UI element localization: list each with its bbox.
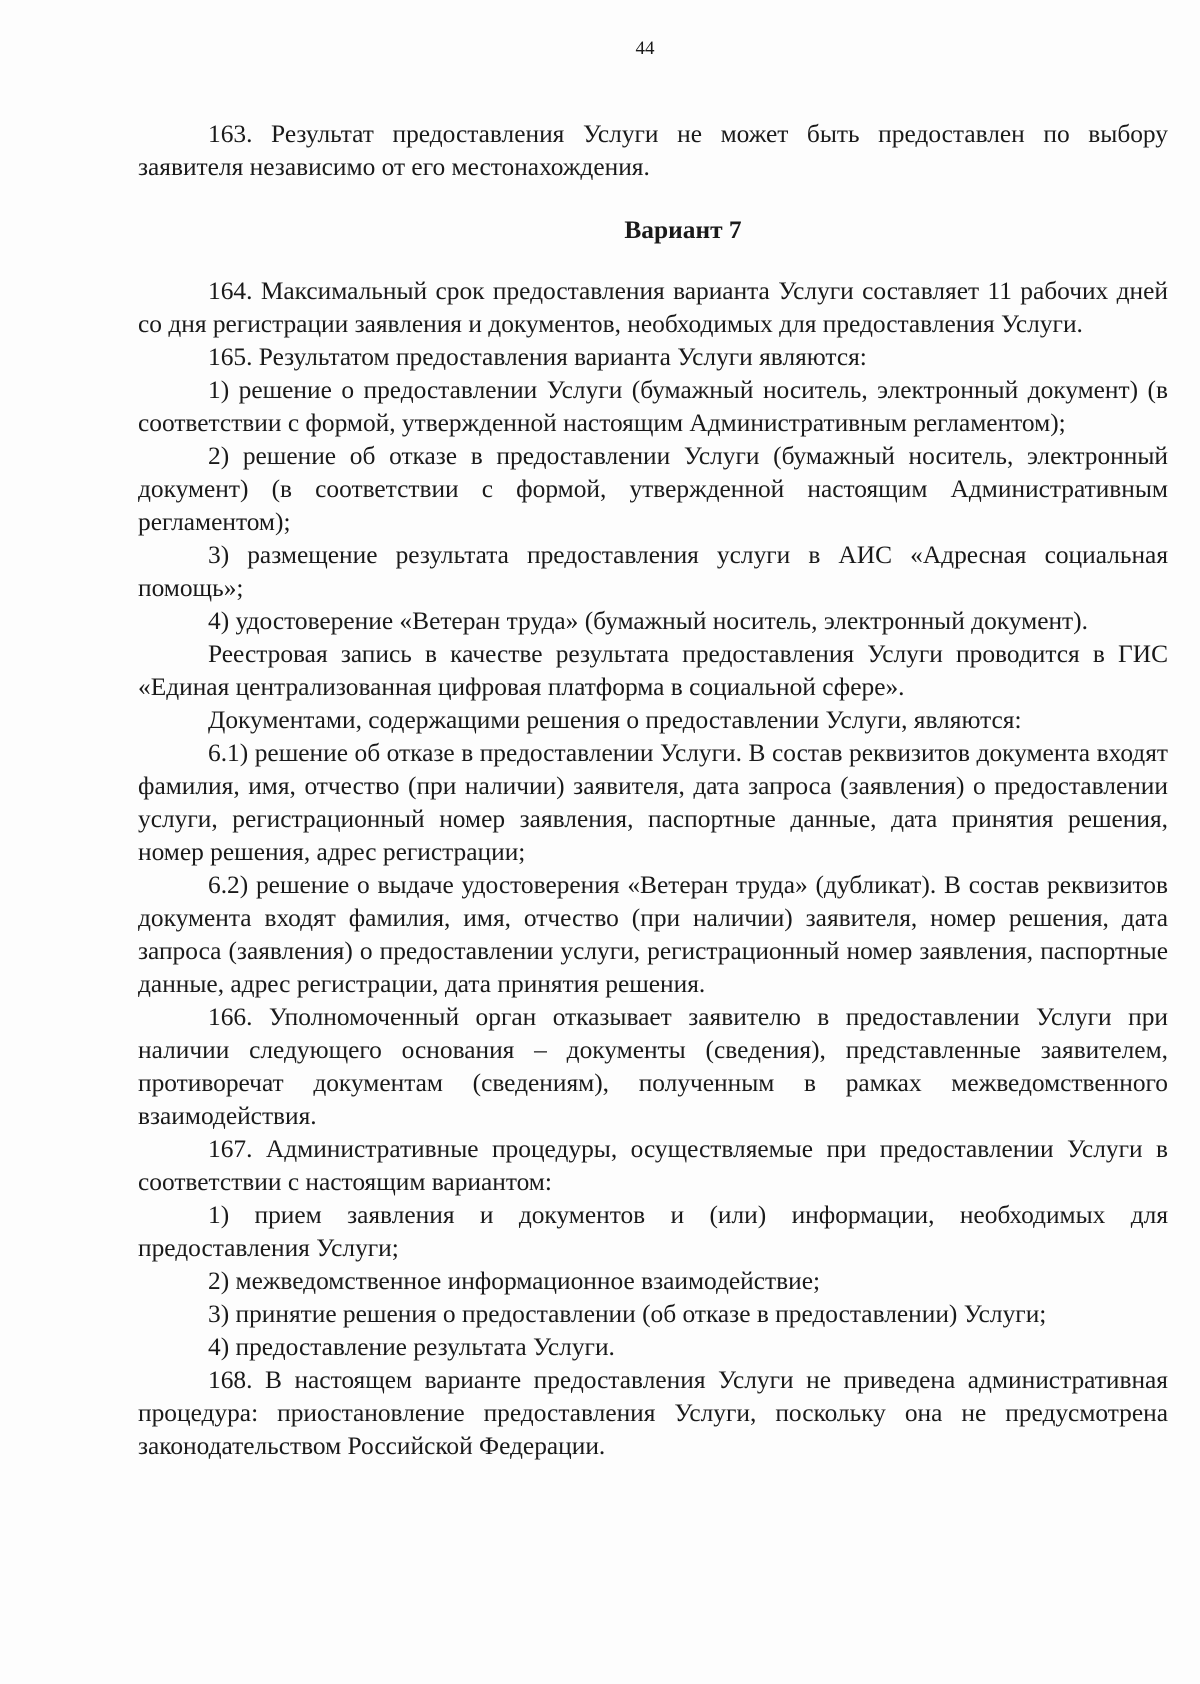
paragraph-166: 166. Уполномоченный орган отказывает заявителю в предоставлении Услуги при наличии следующего основания – документы (сведения), представленные заявителем, противоречат документам (сведениям), полученным в рамках межведомственного взаимодействия. [138, 1003, 1168, 1130]
paragraph-163: 163. Результат предоставления Услуги не может быть предоставлен по выбору заявителя независимо от его местонахождения. [138, 120, 1168, 181]
page-number: 44 [635, 38, 655, 59]
paragraph-167-item-1: 1) прием заявления и документов и (или) информации, необходимых для предоставления Услуги; [138, 1201, 1168, 1262]
paragraph-164: 164. Максимальный срок предоставления варианта Услуги составляет 11 рабочих дней со дня регистрации заявления и документов, необходимых для предоставления Услуги. [138, 277, 1168, 338]
paragraph-167: 167. Административные процедуры, осуществляемые при предоставлении Услуги в соответствии с настоящим вариантом: [138, 1135, 1168, 1196]
document-body [138, 118, 1168, 1463]
paragraph-165-item-1: 1) решение о предоставлении Услуги (бумажный носитель, электронный документ) (в соответствии с формой, утвержденной настоящим Административным регламентом); [138, 376, 1168, 437]
section-heading: Вариант 7 [624, 216, 742, 244]
paragraph-167-item-2: 2) межведомственное информационное взаимодействие; [208, 1267, 821, 1295]
paragraph-167-item-3: 3) принятие решения о предоставлении (об отказе в предоставлении) Услуги; [208, 1300, 1047, 1328]
paragraph-165-item-2: 2) решение об отказе в предоставлении Услуги (бумажный носитель, электронный документ) (в соответствии с формой, утвержденной настоящим Административным регламентом); [138, 442, 1168, 536]
paragraph-167-item-4: 4) предоставление результата Услуги. [208, 1333, 615, 1361]
paragraph-registry: Реестровая запись в качестве результата предоставления Услуги проводится в ГИС «Единая централизованная цифровая платформа в социальной сфере». [138, 640, 1168, 701]
paragraph-168: 168. В настоящем варианте предоставления Услуги не приведена административная процедура: приостановление предоставления Услуги, поскольку она не предусмотрена законодательством Российской Федерации. [138, 1366, 1168, 1460]
paragraph-6-1: 6.1) решение об отказе в предоставлении Услуги. В состав реквизитов документа входят фамилия, имя, отчество (при наличии) заявителя, дата запроса (заявления) о предоставлении услуги, регистрационный номер заявления, паспортные данные, дата принятия решения, номер решения, адрес регистрации; [138, 739, 1168, 866]
paragraph-165-item-4: 4) удостоверение «Ветеран труда» (бумажный носитель, электронный документ). [208, 607, 1088, 635]
paragraph-165-item-3: 3) размещение результата предоставления услуги в АИС «Адресная социальная помощь»; [138, 541, 1168, 602]
paragraph-6-2: 6.2) решение о выдаче удостоверения «Ветеран труда» (дубликат). В состав реквизитов документа входят фамилия, имя, отчество (при наличии) заявителя, номер решения, дата запроса (заявления) о предоставлении услуги, регистрационный номер заявления, паспортные данные, адрес регистрации, дата принятия решения. [138, 871, 1168, 998]
paragraph-165: 165. Результатом предоставления варианта Услуги являются: [208, 343, 867, 371]
paragraph-documents: Документами, содержащими решения о предоставлении Услуги, являются: [208, 706, 1022, 734]
